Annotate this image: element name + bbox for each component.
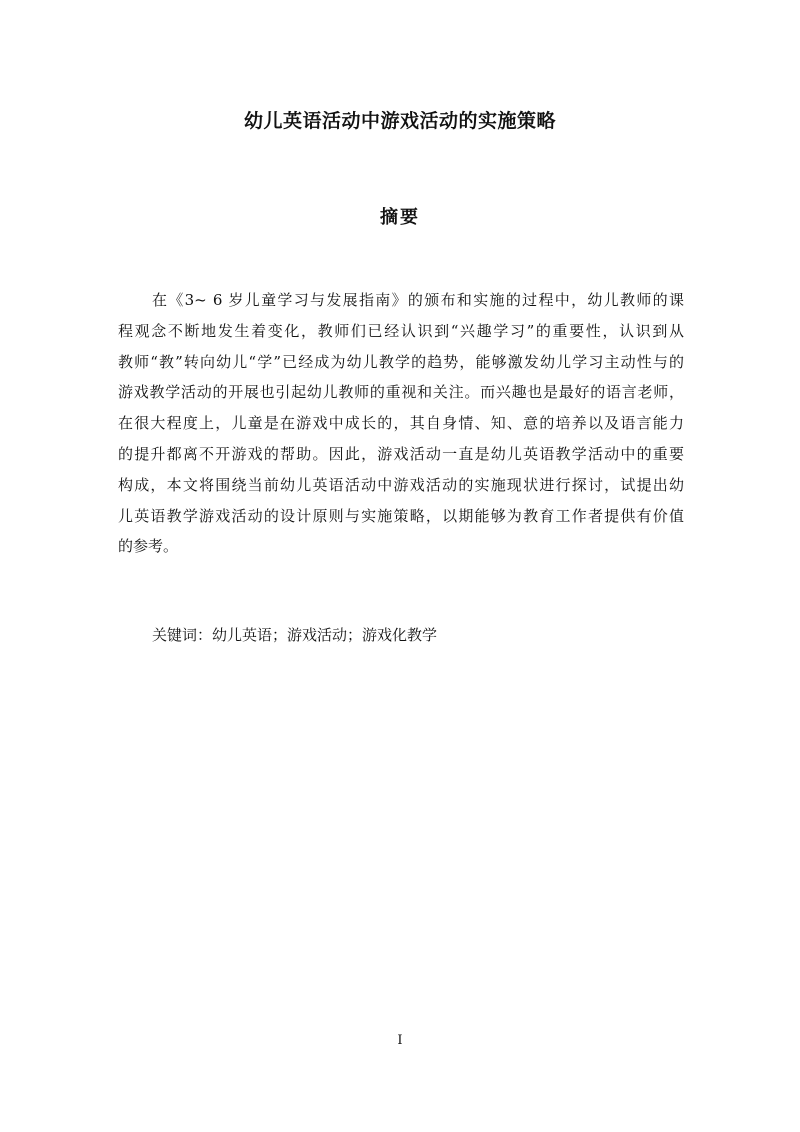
abstract-line: 的提升都离不开游戏的帮助。因此，游戏活动一直是幼儿英语教学活动中的重要 [118, 444, 684, 463]
abstract-line: 儿英语教学游戏活动的设计原则与实施策略，以期能够为教育工作者提供有价值 [118, 506, 684, 525]
abstract-line: 游戏教学活动的开展也引起幼儿教师的重视和关注。而兴趣也是最好的语言老师， [118, 383, 684, 402]
page-number: I [397, 1033, 403, 1048]
document-title: 幼儿英语活动中游戏活动的实施策略 [243, 110, 556, 132]
abstract-line: 的参考。 [118, 537, 179, 556]
keywords: 关键词：幼儿英语；游戏活动；游戏化教学 [152, 626, 438, 644]
abstract-line: 程观念不断地发生着变化，教师们已经认识到“兴趣学习”的重要性，认识到从 [118, 321, 684, 340]
abstract-heading: 摘要 [380, 207, 420, 228]
abstract-line: 构成，本文将围绕当前幼儿英语活动中游戏活动的实施现状进行探讨，试提出幼 [118, 475, 684, 494]
abstract-line: 教师“教”转向幼儿“学”已经成为幼儿教学的趋势，能够激发幼儿学习主动性与的 [118, 352, 684, 371]
abstract-body [118, 285, 684, 562]
abstract-line: 在《3~ 6 岁儿童学习与发展指南》的颁布和实施的过程中，幼儿教师的课 [152, 291, 684, 309]
abstract-line: 在很大程度上，儿童是在游戏中成长的，其自身情、知、意的培养以及语言能力 [118, 414, 684, 433]
